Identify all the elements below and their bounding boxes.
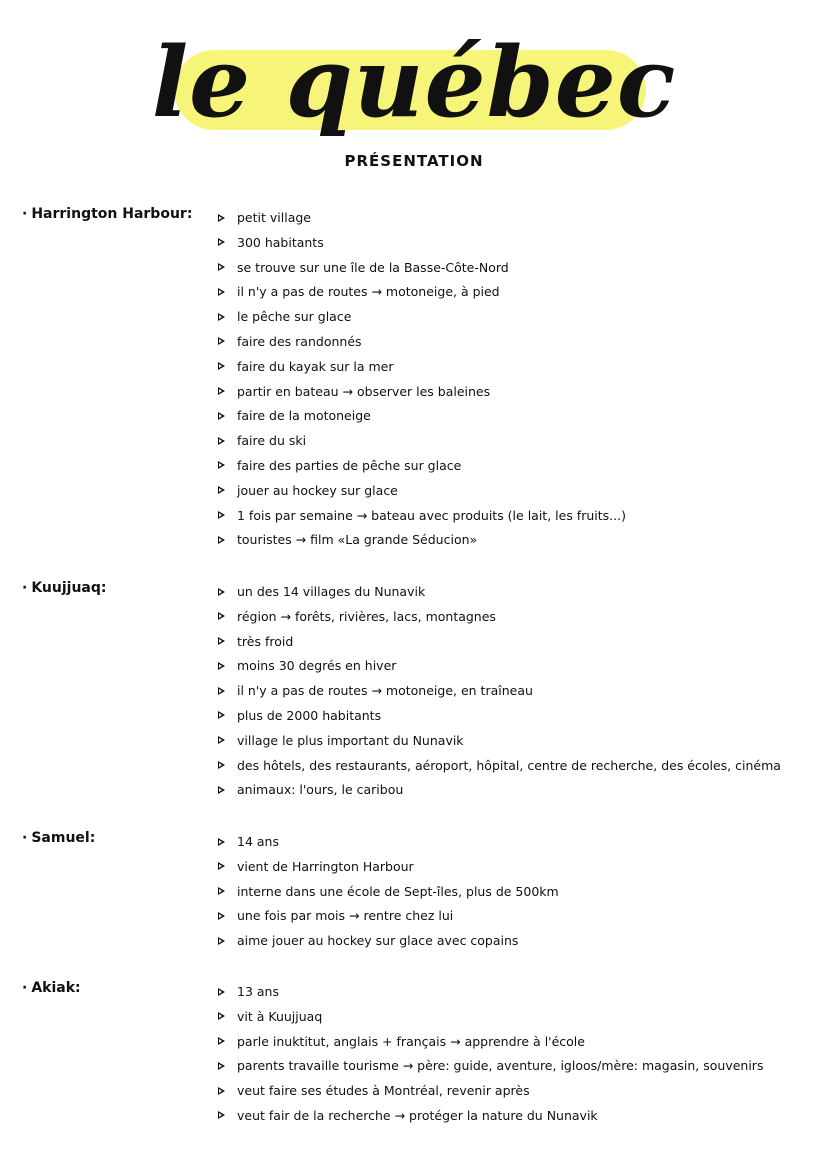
bullet-dot: · (22, 980, 28, 996)
section-item-list (218, 830, 559, 954)
bullet-dot: · (22, 580, 28, 596)
section-heading-label: Kuujjuaq: (31, 580, 107, 596)
triangle-bullet-icon (218, 461, 225, 469)
section-heading-label: Akiak: (31, 980, 81, 996)
triangle-bullet-icon (218, 687, 225, 695)
list-item-text: faire du ski (237, 433, 307, 449)
list-item (218, 704, 781, 729)
list-item (218, 754, 781, 779)
list-item (218, 528, 626, 553)
list-item-text: parents travaille tourisme → père: guide, aventure, igloos/mère: magasin, souvenirs (237, 1058, 764, 1074)
list-item-text: le pêche sur glace (237, 309, 352, 325)
list-item (218, 1030, 763, 1055)
list-item (218, 980, 763, 1005)
list-item (218, 454, 626, 479)
list-item (218, 580, 781, 605)
list-item (218, 330, 626, 355)
list-item-text: vient de Harrington Harbour (237, 858, 414, 874)
list-item (218, 729, 781, 754)
list-item-text: moins 30 degrés en hiver (237, 658, 397, 674)
title-block (0, 28, 828, 148)
bullet-dot: · (22, 206, 28, 222)
list-item (218, 904, 559, 929)
list-item-text: région → forêts, rivières, lacs, montagnes (237, 608, 496, 624)
triangle-bullet-icon (218, 337, 225, 345)
list-item-text: 300 habitants (237, 234, 324, 250)
triangle-bullet-icon (218, 912, 225, 920)
triangle-bullet-icon (218, 937, 225, 945)
triangle-bullet-icon (218, 1111, 225, 1119)
list-item-text: animaux: l'ours, le caribou (237, 782, 404, 798)
triangle-bullet-icon (218, 1062, 225, 1070)
list-item (218, 1104, 763, 1129)
list-item-text: touristes → film «La grande Séducion» (237, 532, 478, 548)
triangle-bullet-icon (218, 486, 225, 494)
list-item (218, 479, 626, 504)
section-heading (22, 580, 107, 596)
list-item-text: vit à Kuujjuaq (237, 1008, 323, 1024)
triangle-bullet-icon (218, 263, 225, 271)
list-item (218, 830, 559, 855)
list-item-text: veut fair de la recherche → protéger la nature du Nunavik (237, 1107, 598, 1123)
list-item (218, 1005, 763, 1030)
triangle-bullet-icon (218, 887, 225, 895)
list-item-text: aime jouer au hockey sur glace avec copains (237, 933, 519, 949)
list-item-text: veut faire ses études à Montréal, revenir après (237, 1083, 530, 1099)
triangle-bullet-icon (218, 214, 225, 222)
list-item-text: 13 ans (237, 984, 279, 999)
list-item-text: plus de 2000 habitants (237, 707, 382, 723)
list-item-text: se trouve sur une île de la Basse-Côte-Nord (237, 259, 509, 275)
list-item (218, 231, 626, 256)
section-item-list (218, 206, 626, 553)
list-item (218, 380, 626, 405)
page-title: le québec (151, 26, 677, 139)
triangle-bullet-icon (218, 711, 225, 719)
list-item-text: faire de la motoneige (237, 408, 371, 424)
triangle-bullet-icon (218, 362, 225, 370)
list-item-text: il n'y a pas de routes → motoneige, à pied (237, 284, 500, 300)
bullet-dot: · (22, 830, 28, 846)
list-item-text: jouer au hockey sur glace (237, 482, 398, 498)
list-item-text: faire des randonnés (237, 333, 362, 349)
list-item-text: parle inuktitut, anglais + français → apprendre à l'école (237, 1033, 585, 1049)
triangle-bullet-icon (218, 862, 225, 870)
triangle-bullet-icon (218, 838, 225, 846)
list-item (218, 654, 781, 679)
triangle-bullet-icon (218, 387, 225, 395)
triangle-bullet-icon (218, 786, 225, 794)
list-item (218, 880, 559, 905)
triangle-bullet-icon (218, 288, 225, 296)
list-item-text: un des 14 villages du Nunavik (237, 584, 426, 599)
list-item-text: petit village (237, 210, 311, 225)
list-item (218, 404, 626, 429)
triangle-bullet-icon (218, 412, 225, 420)
triangle-bullet-icon (218, 736, 225, 744)
list-item (218, 504, 626, 529)
triangle-bullet-icon (218, 761, 225, 769)
list-item (218, 1079, 763, 1104)
triangle-bullet-icon (218, 238, 225, 246)
section-heading (22, 206, 192, 222)
list-item (218, 605, 781, 630)
list-item (218, 679, 781, 704)
list-item-text: il n'y a pas de routes → motoneige, en traîneau (237, 683, 533, 699)
list-item (218, 855, 559, 880)
triangle-bullet-icon (218, 588, 225, 596)
triangle-bullet-icon (218, 437, 225, 445)
list-item (218, 429, 626, 454)
list-item-text: partir en bateau → observer les baleines (237, 383, 491, 399)
list-item-text: faire des parties de pêche sur glace (237, 457, 462, 473)
list-item-text: interne dans une école de Sept-îles, plus de 500km (237, 883, 559, 899)
section-heading (22, 830, 95, 846)
list-item (218, 1054, 763, 1079)
triangle-bullet-icon (218, 1037, 225, 1045)
list-item-text: village le plus important du Nunavik (237, 732, 464, 748)
list-item-text: 1 fois par semaine → bateau avec produits (le lait, les fruits...) (237, 507, 626, 523)
triangle-bullet-icon (218, 313, 225, 321)
triangle-bullet-icon (218, 1012, 225, 1020)
list-item (218, 778, 781, 803)
triangle-bullet-icon (218, 637, 225, 645)
triangle-bullet-icon (218, 988, 225, 996)
list-item-text: une fois par mois → rentre chez lui (237, 908, 454, 924)
list-item (218, 305, 626, 330)
list-item-text: 14 ans (237, 834, 279, 849)
triangle-bullet-icon (218, 662, 225, 670)
triangle-bullet-icon (218, 536, 225, 544)
list-item (218, 256, 626, 281)
list-item-text: très froid (237, 633, 294, 649)
section-heading-label: Harrington Harbour: (31, 206, 193, 222)
list-item (218, 630, 781, 655)
list-item (218, 355, 626, 380)
triangle-bullet-icon (218, 612, 225, 620)
section-item-list (218, 580, 781, 803)
list-item-text: faire du kayak sur la mer (237, 358, 394, 374)
section-heading (22, 980, 81, 996)
page-subtitle: PRÉSENTATION (344, 152, 484, 170)
triangle-bullet-icon (218, 511, 225, 519)
list-item (218, 280, 626, 305)
section-heading-label: Samuel: (31, 830, 96, 846)
list-item-text: des hôtels, des restaurants, aéroport, hôpital, centre de recherche, des écoles, cinéma (237, 757, 781, 773)
triangle-bullet-icon (218, 1087, 225, 1095)
list-item (218, 206, 626, 231)
list-item (218, 929, 559, 954)
section-item-list (218, 980, 763, 1129)
